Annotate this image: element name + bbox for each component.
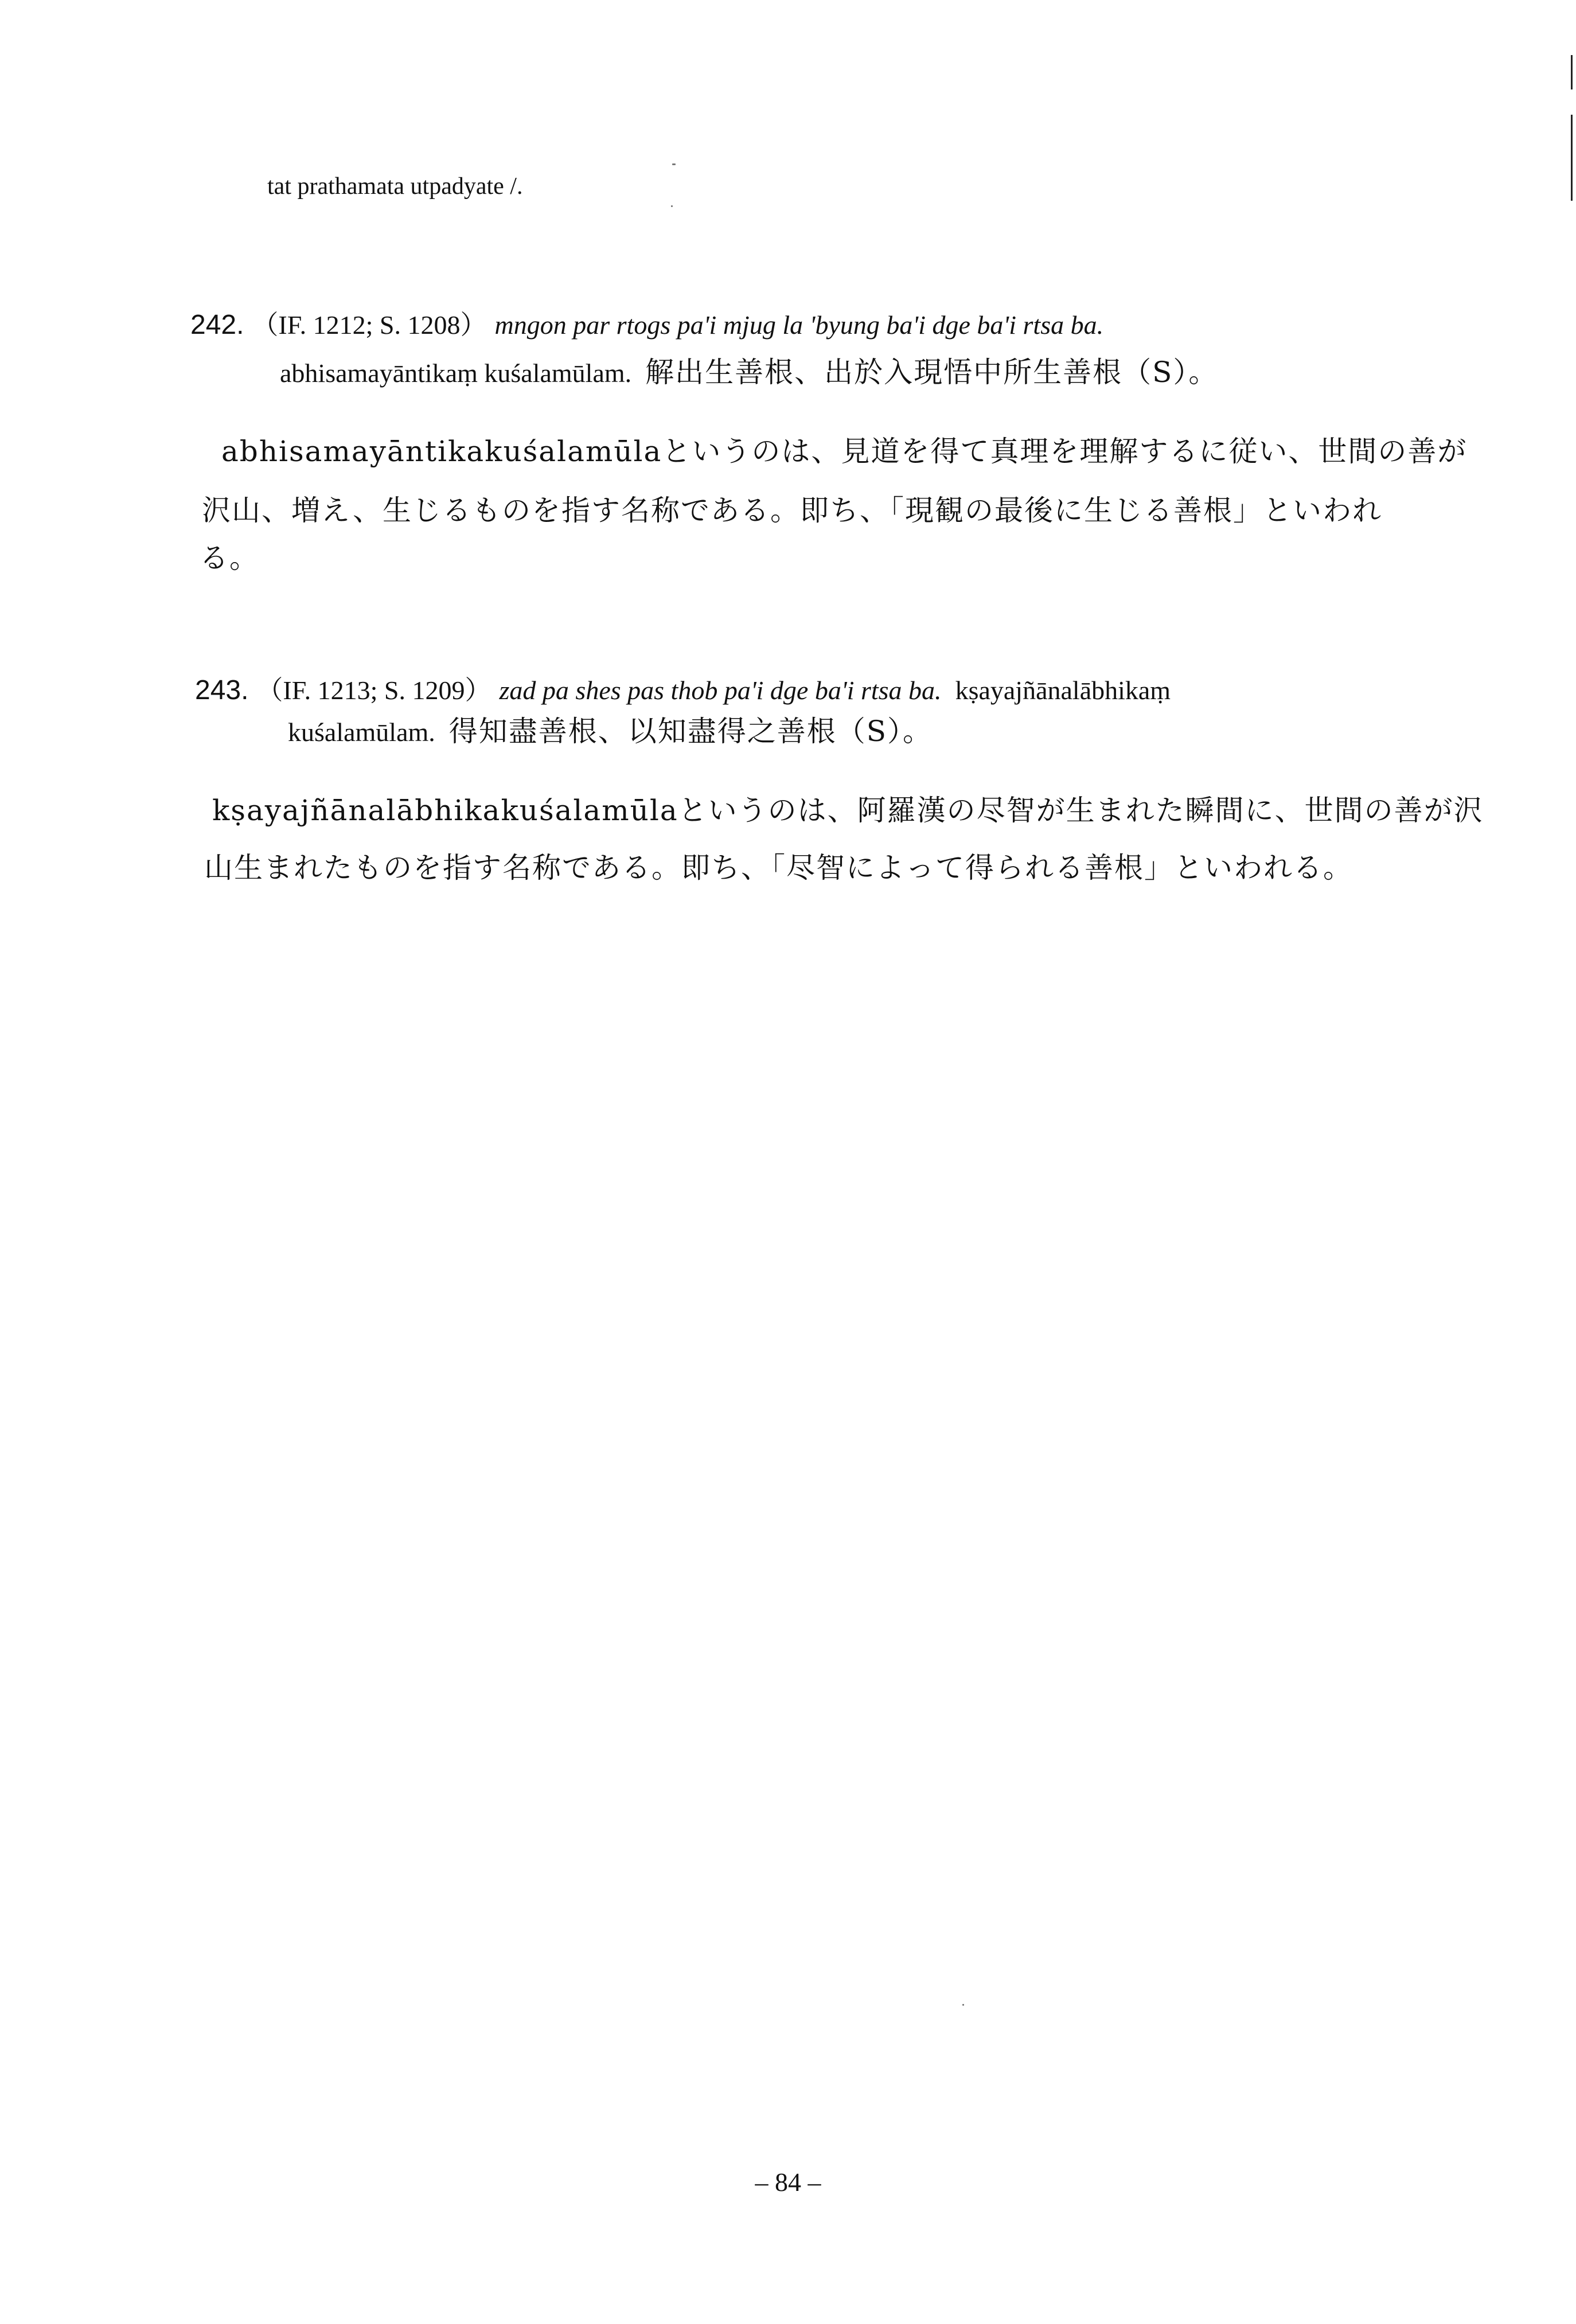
entry-242-header bbox=[190, 311, 1103, 339]
scan-edge-mark bbox=[1571, 115, 1573, 201]
chinese-term: 解出生善根、出於入現悟中所生善根（S）。 bbox=[645, 356, 1219, 389]
sanskrit-term: kṣayajñānalābhikaṃ bbox=[955, 676, 1171, 705]
scan-edge-mark bbox=[1571, 55, 1573, 89]
chinese-term: 得知盡善根、以知盡得之善根（S）。 bbox=[448, 715, 933, 748]
entry-243-explanation-line: 山生まれたものを指す名称である。即ち、「尽智によって得られる善根」といわれる。 bbox=[204, 851, 1353, 884]
entry-243-header bbox=[195, 677, 1171, 704]
entry-243-explanation-line: kṣayajñānalābhikakuśalamūlaというのは、阿羅漢の尽智が生まれた瞬間に、世間の善が沢 bbox=[212, 794, 1484, 827]
entry-242-explanation-line: る。 bbox=[200, 541, 259, 575]
entry-242-explanation-line: 沢山、増え、生じるものを指す名称である。即ち、「現観の最後に生じる善根」といわれ bbox=[202, 494, 1382, 527]
entry-number: 243. bbox=[195, 675, 249, 705]
scan-speck bbox=[962, 2004, 964, 2006]
tibetan-term: zad pa shes pas thob pa'i dge ba'i rtsa ba. bbox=[499, 676, 942, 705]
entry-242-subheader bbox=[280, 358, 1218, 387]
continuation-line: tat prathamata utpadyate /. bbox=[267, 173, 523, 200]
entry-243-subheader bbox=[288, 717, 933, 746]
entry-number: 242. bbox=[190, 310, 244, 340]
entry-reference: （IF. 1212; S. 1208） bbox=[252, 310, 487, 340]
page-number: – 84 – bbox=[755, 2167, 821, 2197]
tibetan-term: mngon par rtogs pa'i mjug la 'byung ba'i dge ba'i rtsa ba. bbox=[494, 310, 1104, 340]
sanskrit-term-continued: kuśalamūlam. bbox=[288, 718, 435, 747]
entry-242-explanation-line: abhisamayāntikakuśalamūlaというのは、見道を得て真理を理解するに従い、世間の善が bbox=[221, 435, 1468, 468]
scan-speck bbox=[672, 163, 676, 165]
scan-speck bbox=[671, 205, 673, 207]
entry-reference: （IF. 1213; S. 1209） bbox=[256, 676, 491, 705]
sanskrit-term: abhisamayāntikaṃ kuśalamūlam. bbox=[280, 358, 632, 388]
